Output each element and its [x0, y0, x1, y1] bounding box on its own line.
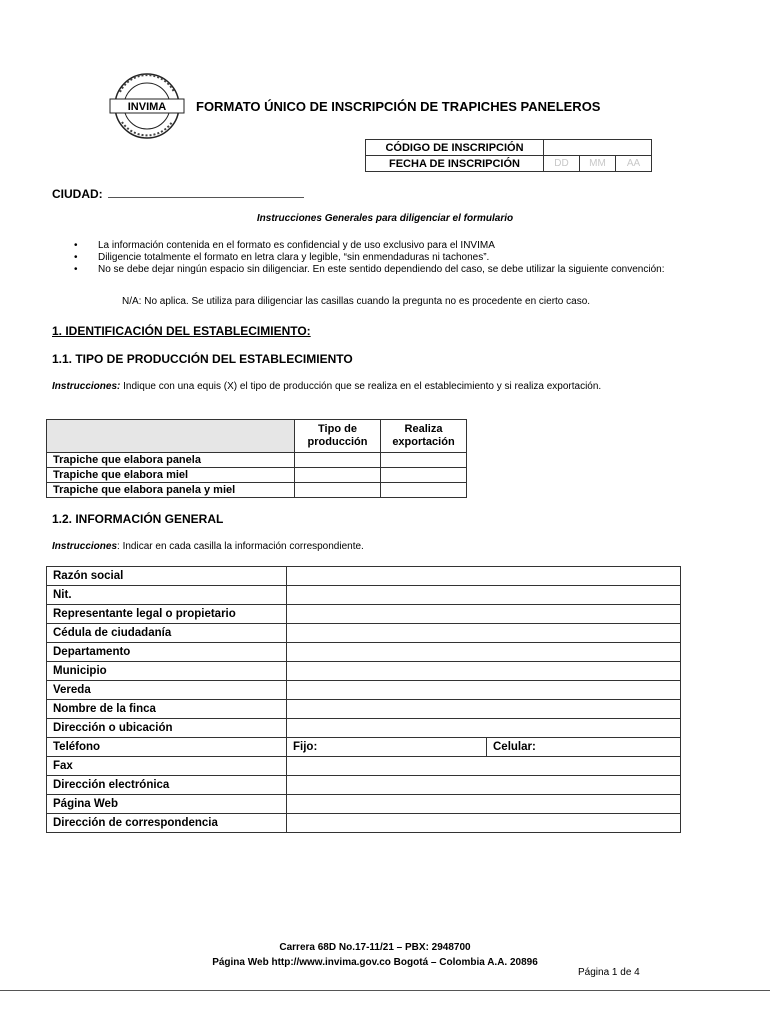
- page-number: Página 1 de 4: [578, 967, 640, 978]
- table-row: [47, 605, 681, 624]
- row-label: Representante legal o propietario: [47, 605, 287, 624]
- row-label: Teléfono: [47, 738, 287, 757]
- production-type-table: [46, 419, 467, 498]
- date-day-field[interactable]: DD: [544, 156, 580, 172]
- instructions-title: Instrucciones Generales para diligenciar el formulario: [256, 213, 514, 224]
- table-row: [47, 643, 681, 662]
- value-cell[interactable]: [287, 586, 681, 605]
- production-type-cell[interactable]: [295, 468, 381, 483]
- registration-code-box: [365, 139, 652, 172]
- table-row: [47, 483, 467, 498]
- row-label: Cédula de ciudadanía: [47, 624, 287, 643]
- value-cell[interactable]: [287, 700, 681, 719]
- phone-fixed-cell[interactable]: Fijo:: [287, 738, 487, 757]
- city-label: CIUDAD: [52, 187, 99, 201]
- list-item: • No se debe dejar ningún espacio sin diligenciar. En este sentido dependiendo del caso, se debe utilizar la siguiente convención:: [74, 264, 674, 276]
- section-1-1-title: 1.1. TIPO DE PRODUCCIÓN DEL ESTABLECIMIENTO: [52, 352, 353, 366]
- value-cell[interactable]: [287, 605, 681, 624]
- list-item: • La información contenida en el formato es confidencial y de uso exclusivo para el INVIMA: [74, 240, 674, 252]
- value-cell[interactable]: [287, 814, 681, 833]
- exports-cell[interactable]: [381, 453, 467, 468]
- row-label: Fax: [47, 757, 287, 776]
- date-year-field[interactable]: AA: [616, 156, 652, 172]
- table-header-blank: [47, 420, 295, 453]
- table-row: [47, 738, 681, 757]
- date-month-field[interactable]: MM: [580, 156, 616, 172]
- row-label: Trapiche que elabora miel: [47, 468, 295, 483]
- value-cell[interactable]: [287, 681, 681, 700]
- table-row: [47, 453, 467, 468]
- document-title: FORMATO ÚNICO DE INSCRIPCIÓN DE TRAPICHES PANELEROS: [196, 99, 601, 114]
- section-1-2-instructions: [52, 541, 364, 552]
- row-label: Departamento: [47, 643, 287, 662]
- phone-mobile-cell[interactable]: Celular:: [487, 738, 681, 757]
- row-label: Nit.: [47, 586, 287, 605]
- footer-address: Carrera 68D No.17-11/21 – PBX: 2948700: [279, 942, 471, 953]
- section-1-1-instructions: [52, 381, 670, 393]
- instructions-label: Instrucciones: [52, 541, 118, 552]
- exports-cell[interactable]: [381, 468, 467, 483]
- table-row: [47, 468, 467, 483]
- svg-text:INVIMA: INVIMA: [127, 101, 167, 113]
- row-label: Municipio: [47, 662, 287, 681]
- table-row: [47, 795, 681, 814]
- footer-divider: [0, 990, 770, 991]
- table-header-production-type: Tipo de producción: [295, 420, 381, 453]
- table-row: [47, 586, 681, 605]
- city-separator: :: [98, 187, 103, 201]
- value-cell[interactable]: [287, 719, 681, 738]
- general-info-table: [46, 566, 681, 833]
- row-label: Dirección electrónica: [47, 776, 287, 795]
- list-item: • Diligencie totalmente el formato en letra clara y legible, “sin enmendaduras ni tachones”.: [74, 252, 674, 264]
- row-label: Trapiche que elabora panela y miel: [47, 483, 295, 498]
- exports-cell[interactable]: [381, 483, 467, 498]
- production-type-cell[interactable]: [295, 453, 381, 468]
- row-label: Página Web: [47, 795, 287, 814]
- section-1-2-title: 1.2. INFORMACIÓN GENERAL: [52, 512, 224, 526]
- value-cell[interactable]: [287, 757, 681, 776]
- table-row: [47, 814, 681, 833]
- value-cell[interactable]: [287, 662, 681, 681]
- row-label: Nombre de la finca: [47, 700, 287, 719]
- section-1-title: 1. IDENTIFICACIÓN DEL ESTABLECIMIENTO:: [52, 324, 311, 338]
- table-header-exports: Realiza exportación: [381, 420, 467, 453]
- row-label: Vereda: [47, 681, 287, 700]
- city-line[interactable]: [108, 188, 304, 198]
- table-row: [47, 776, 681, 795]
- instructions-text: Indique con una equis (X) el tipo de producción que se realiza en el establecimiento y si realiza exportación.: [120, 381, 602, 392]
- value-cell[interactable]: [287, 795, 681, 814]
- code-field[interactable]: [544, 140, 652, 156]
- table-row: [47, 567, 681, 586]
- row-label: Dirección de correspondencia: [47, 814, 287, 833]
- table-row: [47, 681, 681, 700]
- table-row: [47, 624, 681, 643]
- value-cell[interactable]: [287, 567, 681, 586]
- row-label: Dirección o ubicación: [47, 719, 287, 738]
- value-cell[interactable]: [287, 643, 681, 662]
- row-label: Trapiche que elabora panela: [47, 453, 295, 468]
- value-cell[interactable]: [287, 776, 681, 795]
- instructions-label: Instrucciones:: [52, 381, 121, 392]
- production-type-cell[interactable]: [295, 483, 381, 498]
- invima-logo: [104, 72, 190, 140]
- row-label: Razón social: [47, 567, 287, 586]
- table-row: [47, 662, 681, 681]
- footer-website: Página Web http://www.invima.gov.co Bogotá – Colombia A.A. 20896: [212, 957, 538, 968]
- instructions-text: : Indicar en cada casilla la información correspondiente.: [117, 541, 364, 552]
- instructions-list: [74, 240, 674, 276]
- value-cell[interactable]: [287, 624, 681, 643]
- table-row: [47, 719, 681, 738]
- code-label: CÓDIGO DE INSCRIPCIÓN: [366, 140, 544, 156]
- city-field[interactable]: [52, 187, 304, 201]
- table-row: [47, 757, 681, 776]
- table-row: [47, 700, 681, 719]
- na-note: N/A: No aplica. Se utiliza para diligenciar las casillas cuando la pregunta no es procedente en cierto caso.: [122, 296, 591, 307]
- date-label: FECHA DE INSCRIPCIÓN: [366, 156, 544, 172]
